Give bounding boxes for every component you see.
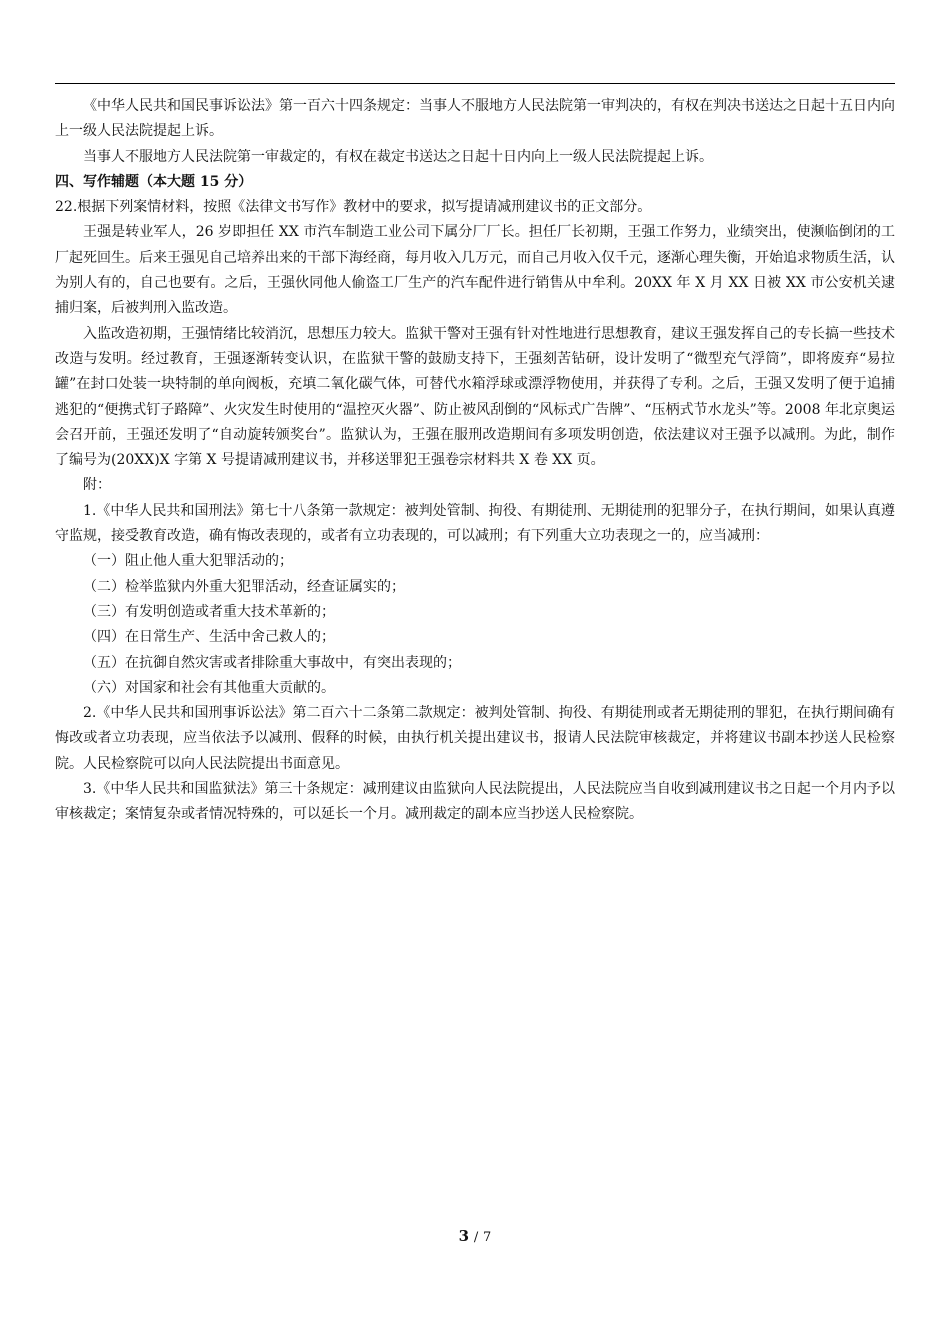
page-separator: / bbox=[473, 1230, 479, 1245]
header-rule bbox=[55, 83, 895, 84]
appendix-prison-law: 3.《中华人民共和国监狱法》第三十条规定：减刑建议由监狱向人民法院提出，人民法院应当自收到减刑建议书之日起一个月内予以审核裁定；案情复杂或者情况特殊的，可以延长一个月。减刑裁定的副本应当抄送人民检察院。 bbox=[55, 781, 895, 823]
document-body bbox=[55, 94, 895, 828]
total-pages: 7 bbox=[483, 1230, 492, 1245]
case-paragraph: 入监改造初期，王强情绪比较消沉，思想压力较大。监狱干警对王强有针对性地进行思想教育，建议王强发挥自己的专长搞一些技术改造与发明。经过教育，王强逐渐转变认识，在监狱干警的鼓励支持下，王强刻苦钻研，设计发明了“微型充气浮筒”，即将废弃“易拉罐”在封口处装一块特制的单向阀板，充填二氧化碳气体，可替代水箱浮球或漂浮物使用，并获得了专利。之后，王强又发明了便于追捕逃犯的“便携式钉子路障”、火灾发生时使用的“温控灭火器”、防止被风刮倒的“风标式广告牌”、“压柄式节水龙头”等。2008 年北京奥运会召开前，王强还发明了“自动旋转颁奖台”。监狱认为，王强在服刑改造期间有多项发明创造，依法建议对王强予以减刑。为此，制作了编号为(20XX)X 字第 X 号提请减刑建议书，并移送罪犯王强卷宗材料共 X 卷 XX 页。 bbox=[55, 325, 895, 469]
list-item: （六）对国家和社会有其他重大贡献的。 bbox=[83, 679, 335, 696]
list-item: （五）在抗御自然灾害或者排除重大事故中，有突出表现的； bbox=[83, 654, 461, 671]
list-item: （三）有发明创造或者重大技术革新的； bbox=[83, 603, 335, 620]
list-item: （一）阻止他人重大犯罪活动的； bbox=[83, 553, 293, 570]
case-paragraph: 王强是转业军人，26 岁即担任 XX 市汽车制造工业公司下属分厂厂长。担任厂长初期，王强工作努力，业绩突出，使濒临倒闭的工厂起死回生。后来王强见自己培养出来的干部下海经商，每月收入几万元，而自己月收入仅千元，逐渐心理失衡，开始追求物质生活，认为别人有的，自己也要有。之后，王强伙同他人偷盗工厂生产的汽车配件进行销售从中牟利。20XX 年 X 月 XX 日被 XX 市公安机关逮捕归案，后被判刑入监改造。 bbox=[55, 224, 895, 317]
list-item: （四）在日常生产、生活中舍己救人的； bbox=[83, 629, 335, 646]
page-number bbox=[0, 1227, 950, 1245]
appendix-criminal-law: 1.《中华人民共和国刑法》第七十八条第一款规定：被判处管制、拘役、有期徒刑、无期徒刑的犯罪分子，在执行期间，如果认真遵守监规，接受教育改造，确有悔改表现的，或者有立功表现的，可以减刑；有下列重大立功表现之一的，应当减刑： bbox=[55, 502, 895, 545]
section-title: 四、写作辅题（本大题 15 分） bbox=[55, 173, 253, 190]
question-prompt: 22.根据下列案情材料，按照《法律文书写作》教材中的要求，拟写提请减刑建议书的正文部分。 bbox=[55, 199, 652, 216]
appendix-label: 附： bbox=[83, 477, 111, 494]
current-page: 3 bbox=[458, 1227, 470, 1245]
appendix-criminal-procedure-law: 2.《中华人民共和国刑事诉讼法》第二百六十二条第二款规定：被判处管制、拘役、有期徒刑或者无期徒刑的罪犯，在执行期间确有悔改或者立功表现，应当依法予以减刑、假释的时候，由执行机关提出建议书，报请人民法院审核裁定，并将建议书副本抄送人民检察院。人民检察院可以向人民法院提出书面意见。 bbox=[55, 705, 895, 772]
civil-procedure-paragraph: 《中华人民共和国民事诉讼法》第一百六十四条规定：当事人不服地方人民法院第一审判决的，有权在判决书送达之日起十五日内向上一级人民法院提起上诉。 bbox=[55, 98, 895, 140]
appeal-ruling-paragraph: 当事人不服地方人民法院第一审裁定的，有权在裁定书送达之日起十日内向上一级人民法院提起上诉。 bbox=[83, 148, 713, 165]
list-item: （二）检举监狱内外重大犯罪活动，经查证属实的； bbox=[83, 578, 405, 595]
